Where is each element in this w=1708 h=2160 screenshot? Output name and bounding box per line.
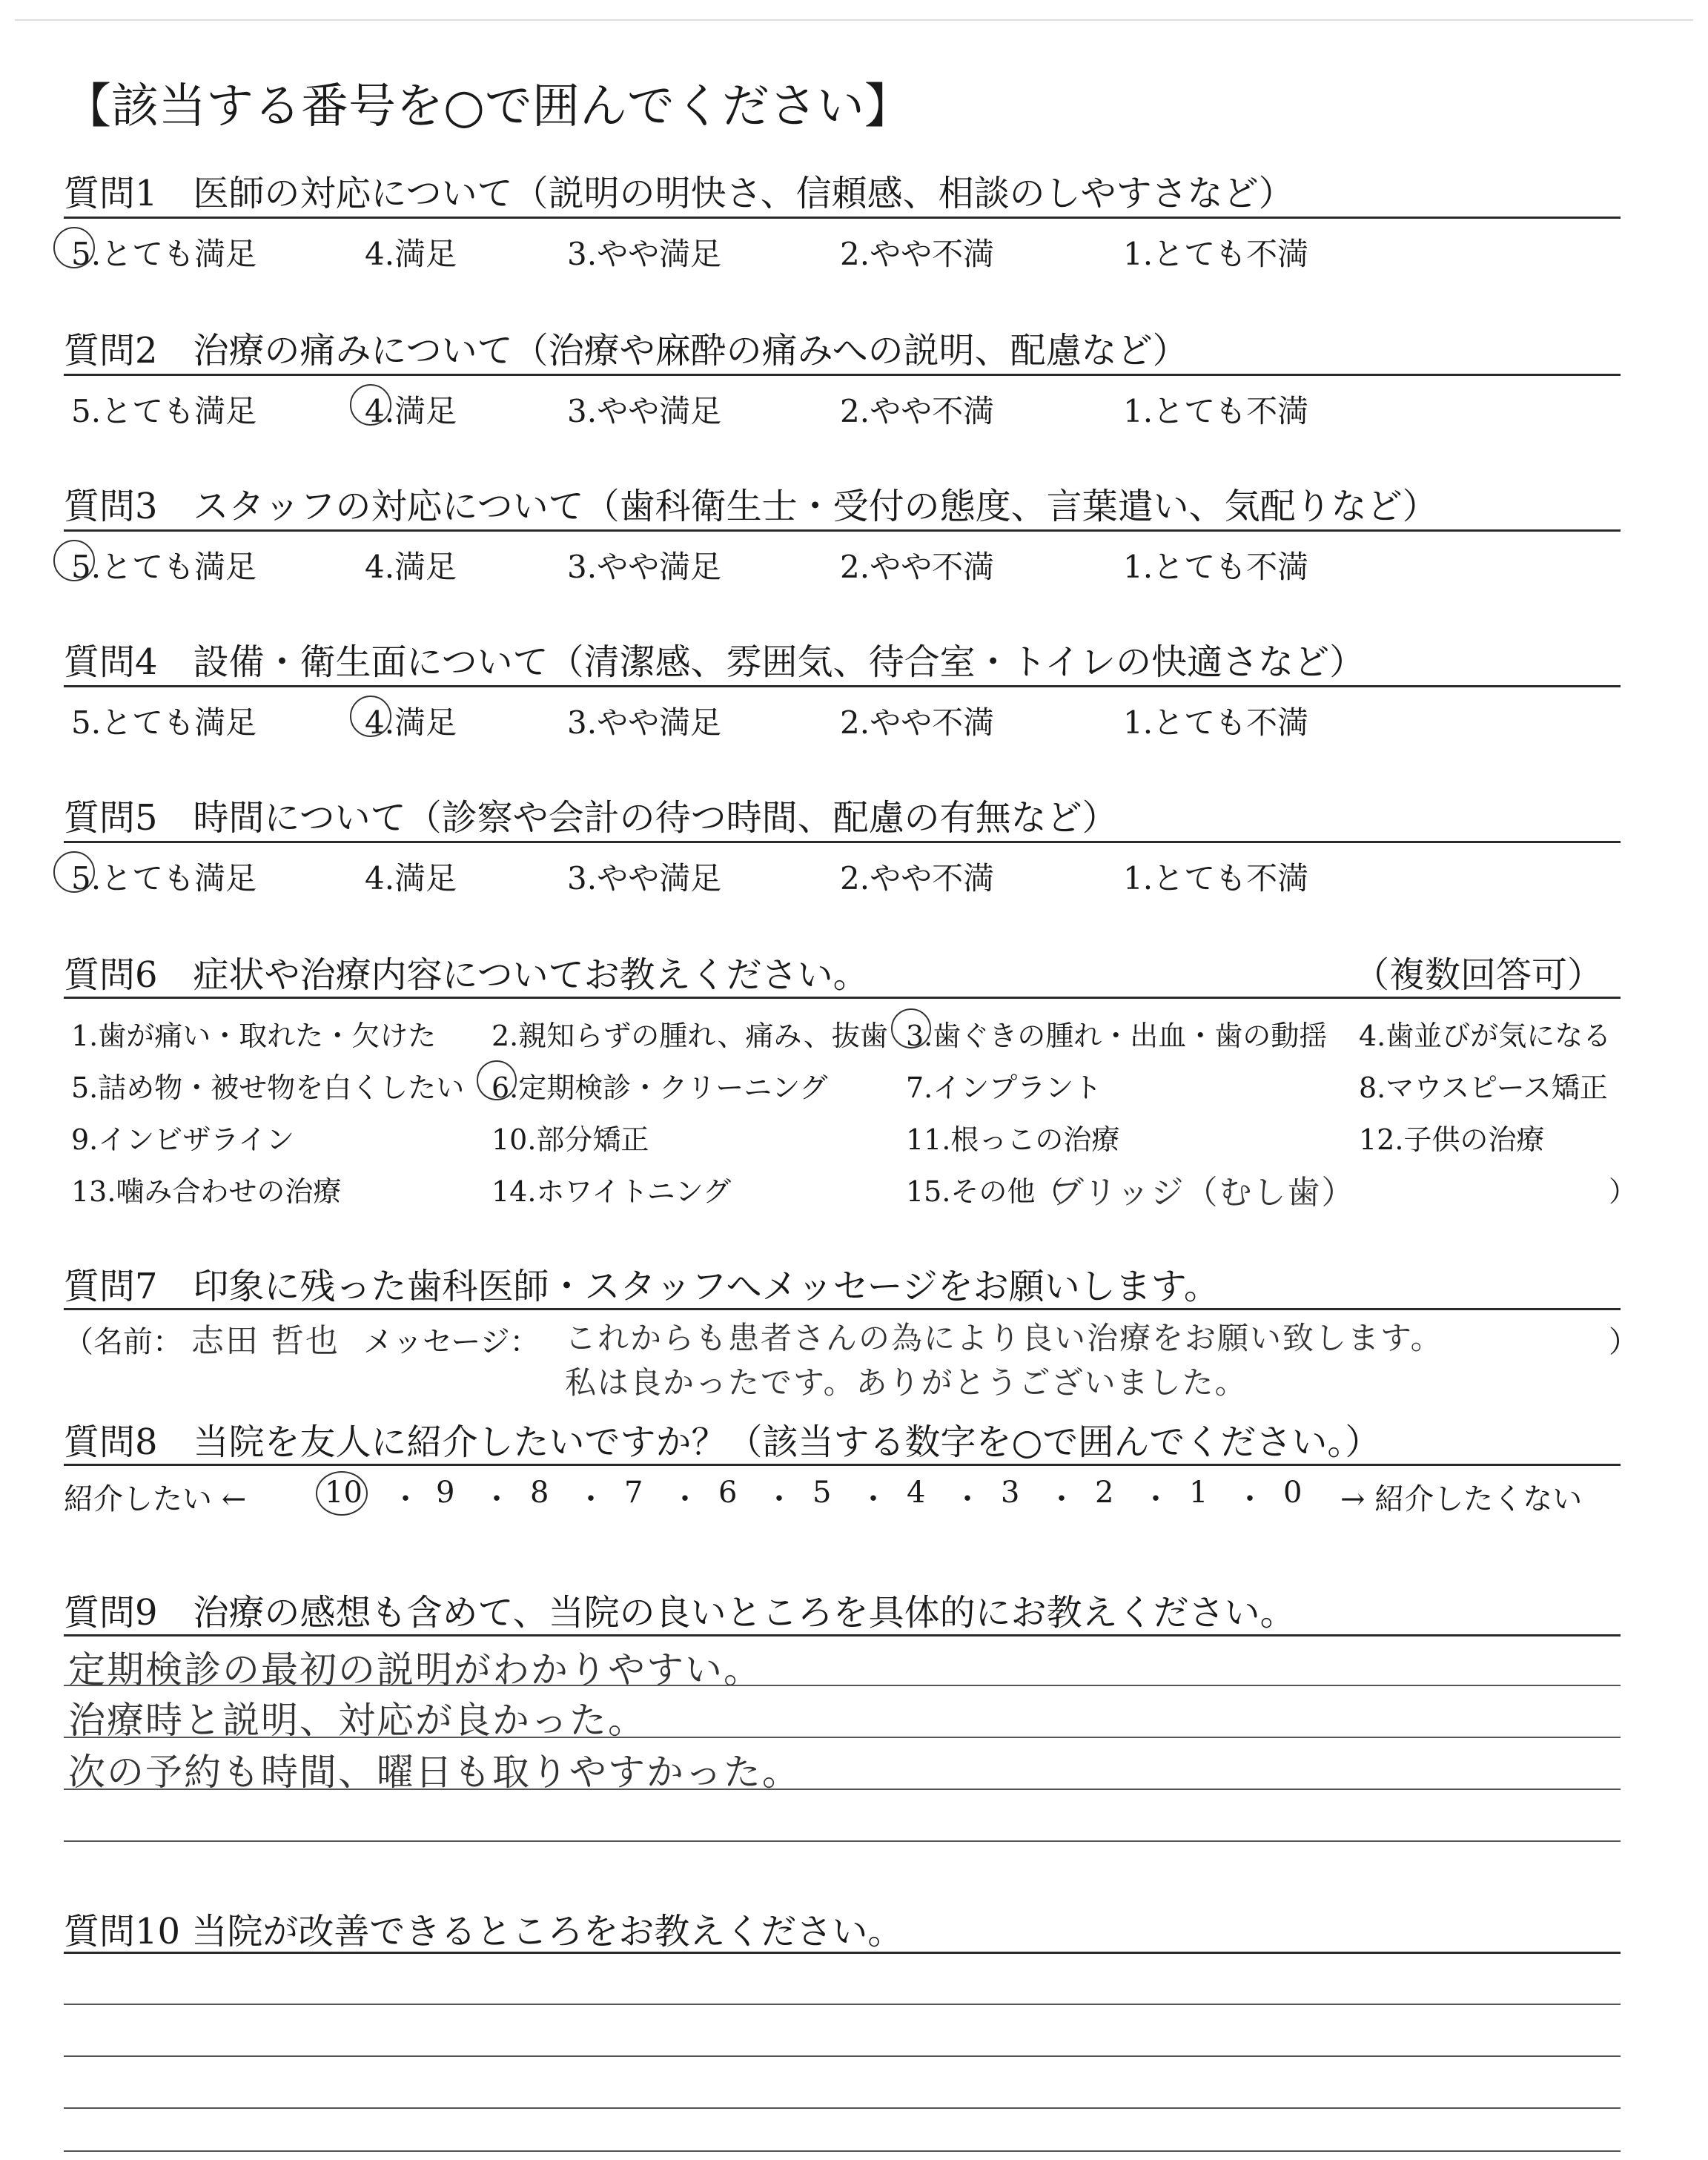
q8-dot: ・ xyxy=(576,1482,606,1516)
q10-rule xyxy=(64,1952,1621,1954)
q5-rule xyxy=(64,841,1621,843)
q4-option-5[interactable]: 5.とても満足 xyxy=(71,704,257,741)
q8-scale-6[interactable]: 6 xyxy=(718,1476,738,1510)
q1-rule xyxy=(64,217,1621,219)
q10-answer-rule xyxy=(64,2004,1621,2005)
q8-scale-9[interactable]: 9 xyxy=(436,1476,455,1510)
q6-title: 質問6 症状や治療内容についてお教えください。 xyxy=(64,954,869,996)
q2-option-2[interactable]: 2.やや不満 xyxy=(840,393,995,429)
q6-option-7[interactable]: 7.インプラント xyxy=(906,1071,1102,1104)
q7-message-line-2[interactable]: 私は良かったです。ありがとうございました。 xyxy=(565,1364,1248,1401)
q1-option-3[interactable]: 3.やや満足 xyxy=(567,236,722,272)
q8-scale-2[interactable]: 2 xyxy=(1095,1476,1114,1510)
q9-answer-rule xyxy=(64,1789,1621,1790)
q8-dot: ・ xyxy=(858,1482,888,1516)
q8-scale-0[interactable]: 0 xyxy=(1283,1476,1302,1510)
q2-option-4[interactable]: 4.満足 xyxy=(365,393,457,429)
q8-scale-7[interactable]: 7 xyxy=(624,1476,643,1510)
q8-dot: ・ xyxy=(764,1482,794,1516)
q9-rule xyxy=(64,1634,1621,1636)
q5-option-5[interactable]: 5.とても満足 xyxy=(71,860,257,896)
q8-scale-8[interactable]: 8 xyxy=(530,1476,549,1510)
q3-selection-circle xyxy=(53,540,95,581)
q5-option-2[interactable]: 2.やや不満 xyxy=(840,860,995,896)
q5-title: 質問5 時間について（診察や会計の待つ時間、配慮の有無など） xyxy=(64,797,1118,839)
q6-other-close-paren: ） xyxy=(1609,1175,1638,1208)
q8-right-label: → 紹介したくない xyxy=(1340,1482,1583,1516)
q8-dot: ・ xyxy=(953,1482,982,1516)
q3-option-2[interactable]: 2.やや不満 xyxy=(840,549,995,585)
q7-name-handwritten[interactable]: 志田 哲也 xyxy=(191,1322,340,1360)
q4-option-3[interactable]: 3.やや満足 xyxy=(567,704,722,741)
q5-option-4[interactable]: 4.満足 xyxy=(365,860,457,896)
q8-scale-10[interactable]: 10 xyxy=(325,1476,363,1510)
q9-answer-line-2[interactable]: 治療時と説明、対応が良かった。 xyxy=(68,1699,646,1742)
q8-dot: ・ xyxy=(1141,1482,1171,1516)
q1-option-4[interactable]: 4.満足 xyxy=(365,236,457,272)
q2-option-5[interactable]: 5.とても満足 xyxy=(71,393,257,429)
q6-multiple-answer-note: （複数回答可） xyxy=(1354,954,1603,996)
q7-title: 質問7 印象に残った歯科医師・スタッフへメッセージをお願いします。 xyxy=(64,1266,1219,1307)
q6-option-13[interactable]: 13.噛み合わせの治療 xyxy=(71,1175,342,1208)
q8-selection-circle xyxy=(316,1471,368,1516)
scan-top-edge xyxy=(15,19,1693,21)
q9-answer-rule xyxy=(64,1737,1621,1738)
q2-rule xyxy=(64,374,1621,376)
q9-answer-rule xyxy=(64,1840,1621,1842)
q9-answer-rule xyxy=(64,1685,1621,1686)
q2-title: 質問2 治療の痛みについて（治療や麻酔の痛みへの説明、配慮など） xyxy=(64,330,1188,371)
q6-option-12[interactable]: 12.子供の治療 xyxy=(1359,1123,1545,1156)
q8-scale-3[interactable]: 3 xyxy=(1001,1476,1020,1510)
q6-selection-circle-6 xyxy=(477,1060,517,1100)
q4-title: 質問4 設備・衛生面について（清潔感、雰囲気、待合室・トイレの快適さなど） xyxy=(64,641,1366,683)
q6-option-8[interactable]: 8.マウスピース矯正 xyxy=(1359,1071,1608,1104)
q3-title: 質問3 スタッフの対応について（歯科衛生士・受付の態度、言葉遣い、気配りなど） xyxy=(64,486,1438,527)
q3-option-3[interactable]: 3.やや満足 xyxy=(567,549,722,585)
q4-selection-circle xyxy=(350,696,391,737)
q9-title: 質問9 治療の感想も含めて、当院の良いところを具体的にお教えください。 xyxy=(64,1592,1296,1634)
q4-option-2[interactable]: 2.やや不満 xyxy=(840,704,995,741)
q8-dot: ・ xyxy=(670,1482,700,1516)
q4-option-4[interactable]: 4.満足 xyxy=(365,704,457,741)
q8-left-label: 紹介したい ← xyxy=(64,1482,247,1516)
q6-option-3[interactable]: 3.歯ぐきの腫れ・出血・歯の動揺 xyxy=(906,1020,1328,1052)
page-header: 【該当する番号を○で囲んでください】 xyxy=(64,79,912,134)
q7-message-line-1[interactable]: これからも患者さんの為により良い治療をお願い致します。 xyxy=(565,1320,1443,1356)
q3-option-5[interactable]: 5.とても満足 xyxy=(71,549,257,585)
q10-answer-rule xyxy=(64,2150,1621,2152)
q4-rule xyxy=(64,685,1621,687)
q7-name-label: （名前： xyxy=(64,1325,182,1359)
q10-answer-rule xyxy=(64,2055,1621,2057)
q6-option-11[interactable]: 11.根っこの治療 xyxy=(906,1123,1120,1156)
q6-option-1[interactable]: 1.歯が痛い・取れた・欠けた xyxy=(71,1020,437,1052)
q5-option-3[interactable]: 3.やや満足 xyxy=(567,860,722,896)
q1-selection-circle xyxy=(53,227,95,268)
q6-option-9[interactable]: 9.インビザライン xyxy=(71,1123,295,1156)
q2-option-3[interactable]: 3.やや満足 xyxy=(567,393,722,429)
q6-option-15[interactable]: 15.その他（ xyxy=(906,1175,1064,1208)
q6-option-6[interactable]: 6.定期検診・クリーニング xyxy=(491,1071,828,1104)
q1-option-5[interactable]: 5.とても満足 xyxy=(71,236,257,272)
q1-option-1[interactable]: 1.とても不満 xyxy=(1123,236,1309,272)
q8-dot: ・ xyxy=(391,1482,420,1516)
q8-title: 質問8 当院を友人に紹介したいですか？（該当する数字を○で囲んでください。） xyxy=(64,1421,1381,1463)
q2-selection-circle xyxy=(350,384,391,426)
q7-rule xyxy=(64,1308,1621,1310)
q8-dot: ・ xyxy=(1047,1482,1076,1516)
q6-option-4[interactable]: 4.歯並びが気になる xyxy=(1359,1020,1612,1052)
q9-answer-line-3[interactable]: 次の予約も時間、曜日も取りやすかった。 xyxy=(68,1751,801,1794)
q10-answer-rule xyxy=(64,2107,1621,2109)
q8-rule xyxy=(64,1464,1621,1466)
q7-close-paren: ） xyxy=(1609,1325,1638,1359)
q8-scale-5[interactable]: 5 xyxy=(812,1476,832,1510)
q6-option-2[interactable]: 2.親知らずの腫れ、痛み、抜歯 xyxy=(491,1020,888,1052)
q1-title: 質問1 医師の対応について（説明の明快さ、信頼感、相談のしやすさなど） xyxy=(64,173,1294,214)
q6-rule xyxy=(64,997,1621,999)
q3-option-4[interactable]: 4.満足 xyxy=(365,549,457,585)
q8-scale-4[interactable]: 4 xyxy=(907,1476,926,1510)
q1-option-2[interactable]: 2.やや不満 xyxy=(840,236,995,272)
q9-answer-line-1[interactable]: 定期検診の最初の説明がわかりやすい。 xyxy=(68,1648,762,1691)
q3-option-1[interactable]: 1.とても不満 xyxy=(1123,549,1309,585)
q2-option-1[interactable]: 1.とても不満 xyxy=(1123,393,1309,429)
q6-option-14[interactable]: 14.ホワイトニング xyxy=(491,1175,732,1208)
q6-other-handwritten[interactable]: ブリッジ（むし歯） xyxy=(1051,1174,1356,1212)
q7-message-label: メッセージ： xyxy=(363,1325,540,1359)
q6-option-5[interactable]: 5.詰め物・被せ物を白くしたい xyxy=(71,1071,465,1104)
q3-rule xyxy=(64,529,1621,532)
q8-scale-1[interactable]: 1 xyxy=(1189,1476,1208,1510)
q10-title: 質問10 当院が改善できるところをお教えください。 xyxy=(64,1911,904,1952)
q8-dot: ・ xyxy=(482,1482,512,1516)
q5-selection-circle xyxy=(53,851,95,893)
q8-dot: ・ xyxy=(1235,1482,1265,1516)
q4-option-1[interactable]: 1.とても不満 xyxy=(1123,704,1309,741)
q6-option-10[interactable]: 10.部分矯正 xyxy=(491,1123,649,1156)
q6-selection-circle-3 xyxy=(891,1008,931,1048)
q5-option-1[interactable]: 1.とても不満 xyxy=(1123,860,1309,896)
